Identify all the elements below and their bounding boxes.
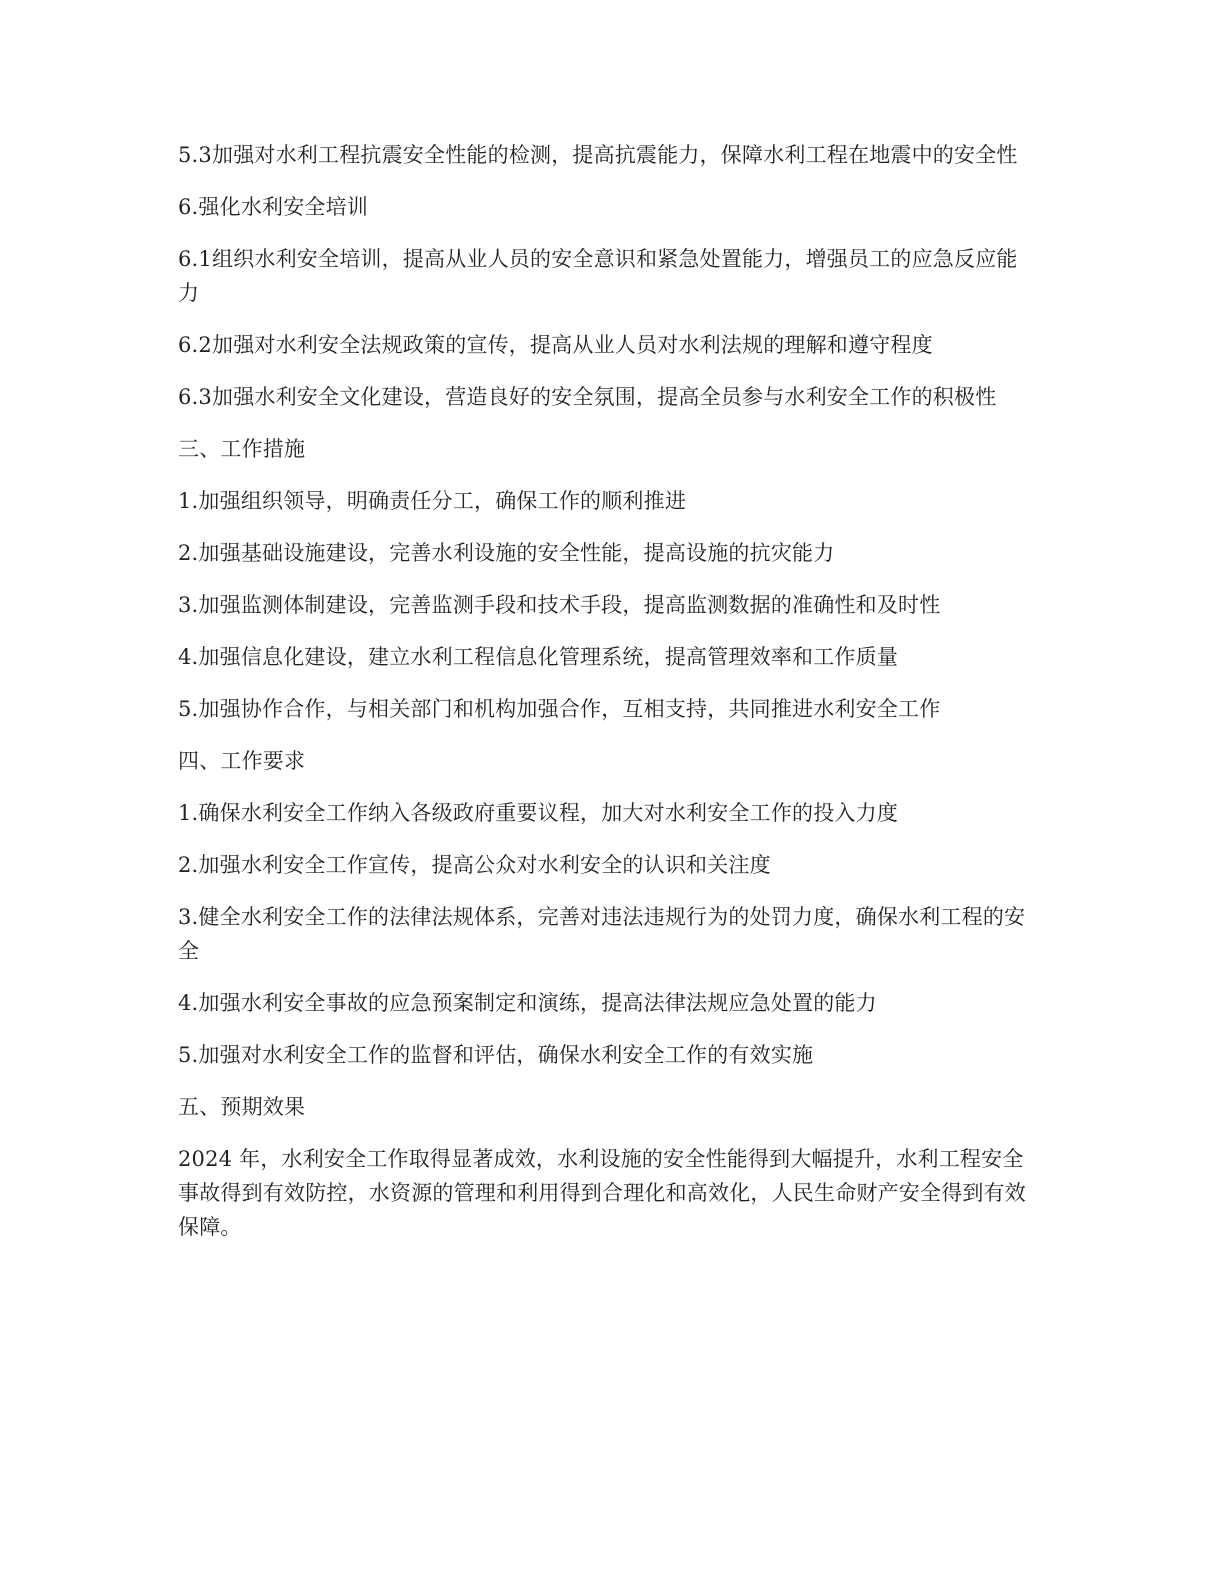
requirement-item-2: 2.加强水利安全工作宣传，提高公众对水利安全的认识和关注度 (178, 853, 771, 877)
measure-item-4: 4.加强信息化建设，建立水利工程信息化管理系统，提高管理效率和工作质量 (178, 645, 899, 669)
heading-6: 6.强化水利安全培训 (178, 195, 369, 219)
paragraph-6-2: 6.2加强对水利安全法规政策的宣传，提高从业人员对水利法规的理解和遵守程度 (178, 333, 933, 357)
section-heading-work-measures: 三、工作措施 (178, 437, 306, 461)
requirement-item-4: 4.加强水利安全事故的应急预案制定和演练，提高法律法规应急处置的能力 (178, 991, 877, 1015)
requirement-item-5: 5.加强对水利安全工作的监督和评估，确保水利安全工作的有效实施 (178, 1043, 814, 1067)
measure-item-5: 5.加强协作合作，与相关部门和机构加强合作，互相支持，共同推进水利安全工作 (178, 697, 941, 721)
section-heading-work-requirements: 四、工作要求 (178, 749, 306, 773)
paragraph-6-1: 6.1组织水利安全培训，提高从业人员的安全意识和紧急处置能力，增强员工的应急反应能力 (178, 247, 1018, 305)
document-body (178, 138, 1038, 1262)
expected-results-paragraph: 2024 年，水利安全工作取得显著成效，水利设施的安全性能得到大幅提升，水利工程安全事故得到有效防控，水资源的管理和利用得到合理化和高效化，人民生命财产安全得到有效保障。 (178, 1147, 1026, 1239)
requirement-item-1: 1.确保水利安全工作纳入各级政府重要议程，加大对水利安全工作的投入力度 (178, 801, 899, 825)
paragraph-6-3: 6.3加强水利安全文化建设，营造良好的安全氛围，提高全员参与水利安全工作的积极性 (178, 385, 997, 409)
measure-item-3: 3.加强监测体制建设，完善监测手段和技术手段，提高监测数据的准确性和及时性 (178, 593, 941, 617)
requirement-item-3: 3.健全水利安全工作的法律法规体系，完善对违法违规行为的处罚力度，确保水利工程的安全 (178, 905, 1026, 963)
paragraph-5-3: 5.3加强对水利工程抗震安全性能的检测，提高抗震能力，保障水利工程在地震中的安全性 (178, 143, 1018, 167)
measure-item-2: 2.加强基础设施建设，完善水利设施的安全性能，提高设施的抗灾能力 (178, 541, 835, 565)
section-heading-expected-results: 五、预期效果 (178, 1095, 306, 1119)
measure-item-1: 1.加强组织领导，明确责任分工，确保工作的顺利推进 (178, 489, 687, 513)
